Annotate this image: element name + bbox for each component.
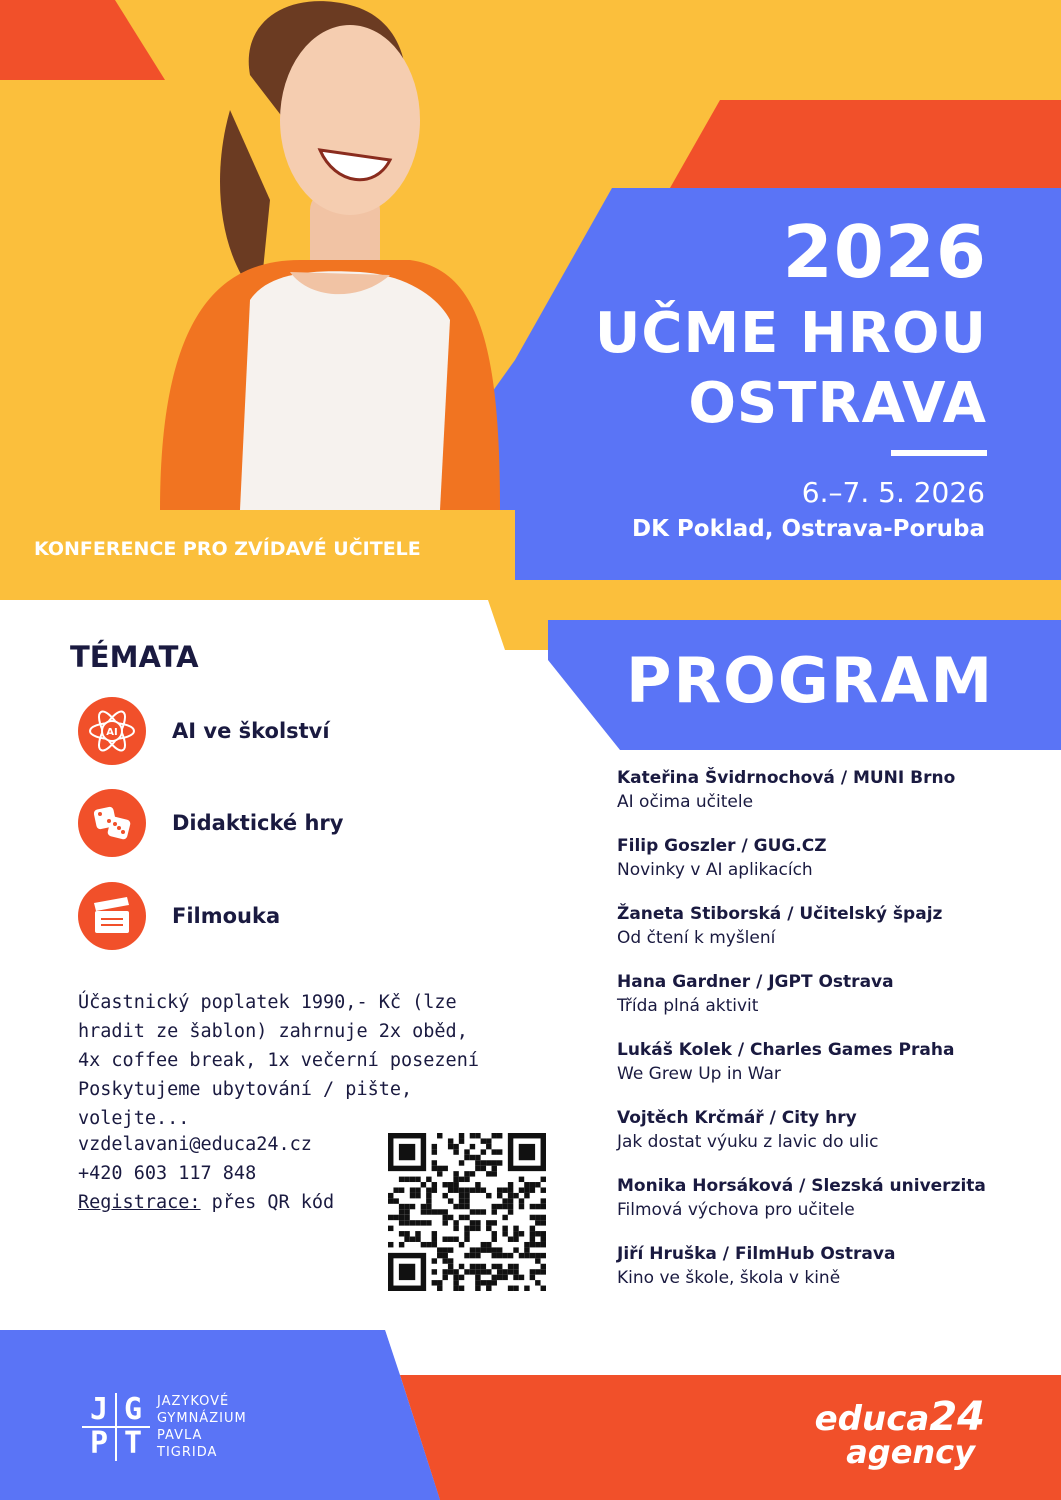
jgpt-letter: J: [89, 1392, 109, 1427]
program-talk: We Grew Up in War: [617, 1064, 781, 1084]
topic-label-ai: AI ve školství: [172, 719, 330, 743]
program-talk: Novinky v AI aplikacích: [617, 860, 813, 880]
topic-item-ai: [78, 697, 330, 765]
educa24-logo: [814, 1394, 985, 1440]
program-item: [617, 834, 1017, 882]
jgpt-logo: [82, 1393, 150, 1461]
program-talk: Kino ve škole, škola v kině: [617, 1268, 841, 1288]
program-talk: AI očima učitele: [617, 792, 754, 812]
topic-label-film: Filmouka: [172, 904, 281, 928]
program-heading: PROGRAM: [626, 644, 995, 717]
hero-photo-woman: [120, 0, 520, 510]
fee-info-text: Účastnický poplatek 1990,- Kč (lze hradit ze šablon) zahrnuje 2x oběd, 4x coffee break, 1x večerní posezení Poskytujeme ubytování / pište, volejte...: [78, 992, 479, 1129]
program-item: [617, 1106, 1017, 1154]
program-speaker: Kateřina Švidrnochová / MUNI Brno: [617, 768, 956, 788]
program-talk: Od čtení k myšlení: [617, 928, 776, 948]
conference-year: 2026: [782, 210, 987, 294]
program-talk: Filmová výchova pro učitele: [617, 1200, 855, 1220]
program-speaker: Vojtěch Krčmář / City hry: [617, 1108, 857, 1128]
program-item: [617, 1242, 1017, 1290]
topic-label-games: Didaktické hry: [172, 811, 344, 835]
jgpt-letter: T: [123, 1426, 143, 1461]
program-item: [617, 1038, 1017, 1086]
registration-qr-code[interactable]: [388, 1133, 546, 1291]
educa-agency-word: agency: [846, 1433, 975, 1471]
orange-band-top-right: [670, 100, 1061, 188]
conference-subtitle: KONFERENCE PRO ZVÍDAVÉ UČITELE: [34, 538, 421, 560]
program-item: [617, 970, 1017, 1018]
ai-atom-icon: [78, 697, 146, 765]
program-talk: Jak dostat výuku z lavic do ulic: [617, 1132, 879, 1152]
program-speaker: Lukáš Kolek / Charles Games Praha: [617, 1040, 955, 1060]
program-talk: Třída plná aktivit: [617, 996, 759, 1016]
ai-icon-text: AI: [106, 727, 118, 738]
jgpt-letter: G: [123, 1392, 143, 1427]
jgpt-school-name: JAZYKOVÉ GYMNÁZIUM PAVLA TIGRIDA: [157, 1394, 247, 1460]
registration-link[interactable]: Registrace:: [78, 1192, 201, 1213]
conference-venue: DK Poklad, Ostrava-Poruba: [631, 516, 985, 542]
educa-number: 24: [929, 1394, 985, 1440]
jgpt-letter: P: [89, 1426, 109, 1461]
educa-word: educa: [814, 1399, 930, 1439]
program-item: [617, 1174, 1017, 1222]
program-speaker: Filip Goszler / GUG.CZ: [617, 836, 827, 856]
program-item: [617, 902, 1017, 950]
conference-title-line2: OSTRAVA: [688, 371, 987, 436]
dice-icon: [78, 789, 146, 857]
title-divider: [891, 450, 987, 456]
program-item: [617, 766, 1017, 814]
program-speaker: Hana Gardner / JGPT Ostrava: [617, 972, 894, 992]
program-speaker: Jiří Hruška / FilmHub Ostrava: [617, 1244, 896, 1264]
contact-phone[interactable]: +420 603 117 848: [78, 1163, 257, 1184]
conference-title-line1: UČME HROU: [594, 301, 987, 366]
topic-item-games: [78, 789, 343, 857]
program-speaker: Monika Horsáková / Slezská univerzita: [617, 1176, 986, 1196]
contact-email[interactable]: vzdelavani@educa24.cz: [78, 1134, 312, 1155]
registration-note: přes QR kód: [200, 1192, 335, 1213]
program-speaker: Žaneta Stiborská / Učitelský špajz: [617, 904, 943, 924]
conference-date: 6.–7. 5. 2026: [801, 476, 985, 509]
topics-heading: TÉMATA: [70, 640, 199, 674]
clapperboard-icon: [78, 882, 146, 950]
registration-line: [78, 1188, 334, 1217]
topic-item-film: [78, 882, 280, 950]
